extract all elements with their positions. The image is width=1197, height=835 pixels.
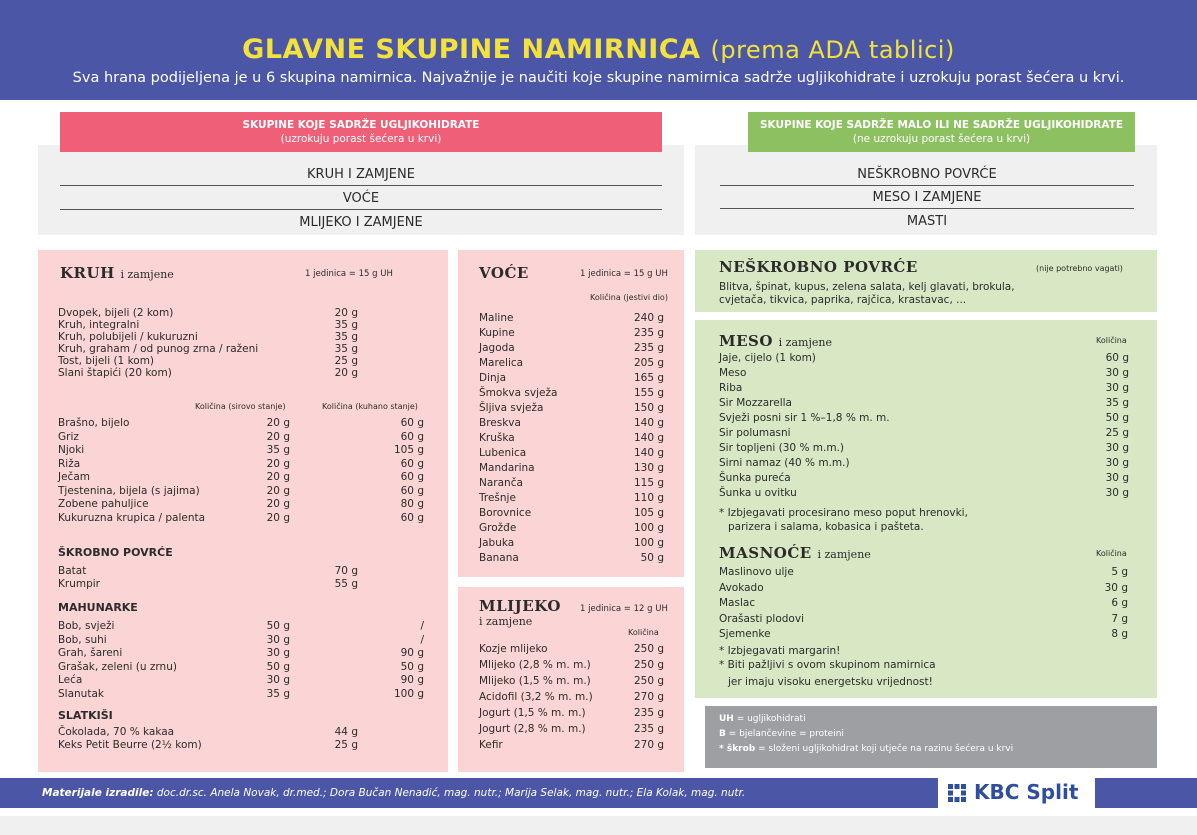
masnoce-title-small: i zamjene: [817, 548, 871, 561]
kruh-item-value: 35 g: [334, 343, 358, 355]
mahunarke-item-cooked: 100 g: [393, 687, 424, 700]
kruh-item-name: Brašno, bijelo: [58, 417, 130, 429]
voce-item-value: 50 g: [640, 552, 664, 564]
kruh-item-cooked: 60 g: [400, 471, 424, 483]
kruh-item-raw: 20 g: [266, 457, 290, 470]
mahunarke-title: MAHUNARKE: [58, 601, 138, 614]
voce-item-name: Banana: [479, 552, 519, 564]
kruh-item-name: Zobene pahuljice: [58, 498, 149, 510]
low-carb-groups-header: [748, 112, 1135, 152]
kruh-col-cooked: Količina (kuhano stanje): [322, 402, 418, 411]
voce-item-name: Jagoda: [479, 342, 515, 354]
meso-note: * Izbjegavati procesirano meso poput hrenovki,: [719, 507, 968, 519]
kruh-title-small: i zamjene: [120, 268, 174, 281]
voce-item-name: Šmokva svježa: [479, 387, 558, 399]
voce-item-value: 140 g: [633, 447, 664, 459]
masnoce-item-value: 5 g: [1111, 566, 1128, 578]
meso-title-main: MESO: [719, 332, 773, 350]
slatkisi-item-name: Čokolada, 70 % kakaa: [58, 726, 175, 738]
meso-note: parizera i salama, kobasica i pašteta.: [728, 521, 924, 533]
povrce-text: Blitva, špinat, kupus, zelena salata, kelj glavati, brokula,: [719, 281, 1015, 293]
footer-credits: [42, 787, 745, 799]
meso-item-name: Riba: [719, 382, 743, 394]
mahunarke-item-cooked: 90 g: [400, 647, 424, 659]
kruh-title: [60, 264, 174, 282]
masnoce-item-name: Sjemenke: [719, 628, 771, 640]
voce-item-name: Lubenica: [479, 447, 527, 459]
mlijeko-title: [479, 599, 561, 629]
kruh-col-raw: Količina (sirovo stanje): [195, 402, 286, 411]
voce-item-value: 130 g: [633, 462, 664, 474]
voce-item-value: 140 g: [633, 417, 664, 429]
masnoce-note: * Izbjegavati margarin!: [719, 645, 841, 657]
mlijeko-item-name: Jogurt (1,5 % m. m.): [479, 707, 586, 719]
kbc-logo: [938, 778, 1095, 808]
bottom-strip: [0, 816, 1197, 835]
kruh-item-value: 35 g: [334, 319, 358, 331]
footer-authors: doc.dr.sc. Anela Novak, dr.med.; Dora Bučan Nenadić, mag. nutr.; Marija Selak, mag. nutr.; Ela Kolak, mag. nutr.: [153, 787, 746, 799]
voce-item-name: Dinja: [479, 372, 507, 384]
mlijeko-item-value: 250 g: [633, 643, 664, 655]
carb-group-item: KRUH I ZAMJENE: [60, 163, 662, 186]
mlijeko-item-value: 250 g: [633, 675, 664, 687]
low-carb-group-item: NEŠKROBNO POVRĆE: [720, 163, 1134, 186]
mahunarke-item-cooked: 50 g: [400, 660, 424, 673]
legend-uh-text: = ugljikohidrati: [733, 714, 806, 724]
meso-item-name: Meso: [719, 367, 747, 379]
voce-item-name: Mandarina: [479, 462, 535, 474]
masnoce-item-value: 8 g: [1111, 628, 1128, 640]
voce-item-value: 240 g: [633, 312, 664, 324]
kruh-item-raw: 35 g: [266, 444, 290, 456]
kruh-item-raw: 20 g: [266, 430, 290, 443]
masnoce-item-name: Maslac: [719, 597, 756, 609]
mlijeko-item-value: 270 g: [633, 739, 664, 751]
voce-item-name: Jabuka: [479, 537, 515, 549]
kruh-item-cooked: 60 g: [400, 417, 424, 429]
meso-item-name: Šunka u ovitku: [719, 487, 797, 499]
kruh-item-name: Griz: [58, 430, 79, 443]
mlijeko-title-main: MLIJEKO: [479, 597, 561, 615]
carb-groups-title: SKUPINE KOJE SADRŽE UGLJIKOHIDRATE: [242, 119, 480, 131]
kruh-item-name: Tost, bijeli (1 kom): [58, 355, 155, 367]
mlijeko-title-small: i zamjene: [479, 615, 533, 628]
voce-item-value: 235 g: [633, 327, 664, 339]
masnoce-note: jer imaju visoku energetsku vrijednost!: [728, 676, 933, 688]
voce-item-value: 140 g: [633, 432, 664, 444]
kruh-item-cooked: 60 g: [400, 511, 424, 524]
mlijeko-item-name: Mlijeko (2,8 % m. m.): [479, 659, 591, 671]
mahunarke-item-name: Grah, šareni: [58, 647, 123, 659]
voce-item-value: 115 g: [633, 477, 664, 489]
low-carb-group-item: MASTI: [906, 214, 948, 229]
voce-item-name: Šljiva svježa: [479, 402, 544, 414]
kruh-item-value: 35 g: [334, 331, 358, 343]
carb-group-item: MLIJEKO I ZAMJENE: [299, 215, 423, 230]
title-sub: (prema ADA tablici): [710, 36, 955, 64]
mahunarke-item-name: Slanutak: [58, 687, 104, 700]
meso-title-small: i zamjene: [778, 336, 832, 349]
mahunarke-item-raw: 30 g: [266, 674, 290, 686]
title-main: GLAVNE SKUPINE NAMIRNICA: [242, 34, 701, 65]
meso-item-value: 30 g: [1105, 487, 1129, 499]
meso-item-value: 30 g: [1105, 457, 1129, 469]
skrob-item-name: Krumpir: [58, 578, 100, 590]
legend-uh: [719, 714, 806, 724]
kruh-item-cooked: 60 g: [400, 457, 424, 470]
meso-item-value: 25 g: [1105, 427, 1129, 439]
voce-item-value: 100 g: [633, 537, 664, 549]
meso-item-value: 35 g: [1105, 397, 1129, 409]
mlijeko-item-name: Kozje mlijeko: [479, 643, 548, 655]
kbc-logo-icon: [948, 784, 966, 802]
voce-item-value: 150 g: [633, 402, 664, 414]
mlijeko-item-name: Jogurt (2,8 % m. m.): [479, 723, 586, 735]
kbc-logo-text: KBC Split: [974, 780, 1079, 804]
page-subtitle: Sva hrana podijeljena je u 6 skupina namirnica. Najvažnije je naučiti koje skupine namirnica sadrže ugljikohidrate i uzrokuju porast šećera u krvi.: [72, 70, 1125, 86]
kruh-item-cooked: 60 g: [400, 430, 424, 443]
legend-b-text: = bjelančevine = proteini: [725, 729, 844, 739]
meso-item-name: Svježi posni sir 1 %–1,8 % m. m.: [719, 412, 890, 424]
mahunarke-item-cooked: /: [420, 620, 424, 632]
mlijeko-col: Količina: [628, 628, 659, 637]
masnoce-col: Količina: [1096, 549, 1127, 558]
carb-groups-subtitle: (uzrokuju porast šećera u krvi): [280, 133, 442, 145]
meso-item-name: Sir topljeni (30 % m.m.): [719, 442, 844, 454]
voce-item-value: 205 g: [633, 357, 664, 369]
voce-item-value: 235 g: [633, 342, 664, 354]
meso-item-value: 30 g: [1105, 472, 1129, 484]
kruh-item-name: Tjestenina, bijela (s jajima): [58, 484, 200, 497]
mlijeko-item-name: Acidofil (3,2 % m. m.): [479, 691, 593, 703]
voce-item-name: Grožđe: [479, 522, 517, 534]
voce-item-name: Naranča: [479, 477, 523, 489]
kruh-item-value: 20 g: [334, 307, 358, 319]
slatkisi-item-value: 25 g: [334, 739, 358, 751]
voce-item-name: Trešnje: [479, 492, 516, 504]
slatkisi-title: SLATKIŠI: [58, 709, 113, 722]
kruh-item-raw: 20 g: [266, 484, 290, 497]
legend-uh-key: UH: [719, 714, 734, 724]
skrob-item-value: 55 g: [334, 578, 358, 590]
kruh-item-name: Kukuruzna krupica / palenta: [58, 511, 206, 524]
low-carb-group-item: MESO I ZAMJENE: [720, 186, 1134, 209]
mahunarke-item-raw: 30 g: [266, 633, 290, 646]
mlijeko-item-value: 235 g: [633, 707, 664, 719]
voce-item-name: Borovnice: [479, 507, 532, 519]
kruh-item-raw: 20 g: [266, 471, 290, 483]
kruh-item-cooked: 60 g: [400, 484, 424, 497]
povrce-note: (nije potrebno vagati): [1036, 264, 1123, 273]
skrob-title: ŠKROBNO POVRĆE: [58, 546, 173, 559]
kruh-item-name: Riža: [58, 457, 81, 470]
mlijeko-item-value: 235 g: [633, 723, 664, 735]
meso-item-name: Sir Mozzarella: [719, 397, 792, 409]
low-carb-groups-subtitle: (ne uzrokuju porast šećera u krvi): [852, 133, 1031, 145]
legend-skrob-key: * škrob: [719, 744, 756, 754]
meso-item-name: Jaje, cijelo (1 kom): [719, 352, 816, 364]
masnoce-item-name: Maslinovo ulje: [719, 566, 794, 578]
voce-item-value: 155 g: [633, 387, 664, 399]
kruh-item-name: Kruh, graham / od punog zrna / raženi: [58, 343, 259, 355]
meso-item-value: 30 g: [1105, 442, 1129, 454]
kruh-item-cooked: 105 g: [393, 444, 424, 456]
header-banner: [0, 0, 1197, 100]
mahunarke-item-raw: 35 g: [266, 687, 290, 700]
kruh-item-raw: 20 g: [266, 417, 290, 429]
voce-item-name: Marelica: [479, 357, 524, 369]
kruh-item-name: Kruh, polubijeli / kukuruzni: [58, 331, 198, 343]
kruh-unit: 1 jedinica = 15 g UH: [305, 269, 393, 279]
meso-col: Količina: [1096, 336, 1127, 345]
mahunarke-item-name: Grašak, zeleni (u zrnu): [58, 660, 177, 673]
voce-title: VOĆE: [479, 264, 529, 282]
meso-title: [719, 332, 832, 350]
kruh-item-value: 20 g: [334, 367, 358, 379]
povrce-title: NEŠKROBNO POVRĆE: [719, 258, 918, 276]
voce-item-value: 110 g: [633, 492, 664, 504]
mahunarke-item-name: Bob, suhi: [58, 633, 107, 646]
page-title: [0, 34, 1197, 65]
meso-item-value: 50 g: [1105, 412, 1129, 424]
masnoce-item-value: 30 g: [1104, 581, 1128, 594]
voce-item-value: 105 g: [633, 507, 664, 519]
meso-item-name: Sirni namaz (40 % m.m.): [719, 457, 850, 469]
mlijeko-item-value: 250 g: [633, 659, 664, 671]
kruh-item-raw: 20 g: [266, 498, 290, 510]
carb-group-item: VOĆE: [60, 187, 662, 210]
mahunarke-item-raw: 30 g: [266, 647, 290, 659]
legend-b: [719, 729, 844, 739]
voce-item-value: 100 g: [633, 522, 664, 534]
voce-unit: 1 jedinica = 15 g UH: [580, 269, 668, 279]
voce-item-name: Maline: [479, 312, 514, 324]
legend-skrob-text: = složeni ugljikohidrat koji utječe na razinu šećera u krvi: [755, 744, 1014, 754]
mahunarke-item-cooked: 90 g: [400, 674, 424, 686]
mlijeko-unit: 1 jedinica = 12 g UH: [580, 604, 668, 614]
meso-item-name: Sir polumasni: [719, 427, 791, 439]
mlijeko-item-name: Mlijeko (1,5 % m. m.): [479, 675, 591, 687]
mlijeko-item-name: Kefir: [479, 739, 503, 751]
kruh-item-name: Njoki: [58, 444, 85, 456]
legend-b-key: B: [719, 729, 726, 739]
carb-groups-header: [60, 112, 662, 152]
legend-skrob: [719, 744, 1013, 754]
meso-item-name: Šunka pureća: [719, 472, 791, 484]
slatkisi-item-value: 44 g: [334, 726, 358, 738]
kruh-item-name: Ječam: [58, 471, 90, 483]
mahunarke-item-name: Bob, svježi: [58, 620, 115, 632]
meso-item-value: 30 g: [1105, 367, 1129, 379]
mahunarke-item-cooked: /: [420, 633, 424, 646]
voce-item-value: 165 g: [633, 372, 664, 384]
mlijeko-item-value: 270 g: [633, 691, 664, 703]
slatkisi-item-name: Keks Petit Beurre (2½ kom): [58, 739, 202, 751]
low-carb-groups-title: SKUPINE KOJE SADRŽE MALO ILI NE SADRŽE UGLJIKOHIDRATE: [759, 119, 1124, 131]
footer-label: Materijale izradile:: [42, 787, 154, 799]
kruh-item-name: Dvopek, bijeli (2 kom): [58, 307, 174, 319]
voce-item-name: Kruška: [479, 432, 515, 444]
masnoce-note: * Biti pažljivi s ovom skupinom namirnica: [719, 659, 936, 671]
kruh-item-cooked: 80 g: [400, 498, 424, 510]
masnoce-title: [719, 544, 871, 562]
voce-item-name: Breskva: [479, 417, 521, 429]
mahunarke-item-raw: 50 g: [266, 620, 290, 632]
meso-item-value: 60 g: [1105, 352, 1129, 364]
kruh-item-name: Slani štapići (20 kom): [58, 367, 172, 379]
skrob-item-name: Batat: [58, 565, 87, 577]
meso-item-value: 30 g: [1105, 382, 1129, 394]
voce-item-name: Kupine: [479, 327, 515, 339]
masnoce-item-name: Orašasti plodovi: [719, 612, 804, 625]
povrce-text: cvjetača, tikvica, paprika, rajčica, krastavac, ...: [719, 294, 967, 306]
kruh-item-name: Kruh, integralni: [58, 319, 140, 331]
masnoce-item-value: 6 g: [1111, 597, 1128, 609]
kruh-item-raw: 20 g: [266, 511, 290, 524]
masnoce-item-value: 7 g: [1111, 612, 1128, 625]
masnoce-item-name: Avokado: [719, 581, 764, 594]
voce-col: Količina (jestivi dio): [590, 293, 668, 302]
kruh-item-value: 25 g: [334, 355, 358, 367]
masnoce-title-main: MASNOĆE: [719, 544, 812, 562]
skrob-item-value: 70 g: [334, 565, 358, 577]
kruh-title-main: KRUH: [60, 264, 115, 282]
mahunarke-item-raw: 50 g: [266, 660, 290, 673]
mahunarke-item-name: Leća: [58, 674, 83, 686]
